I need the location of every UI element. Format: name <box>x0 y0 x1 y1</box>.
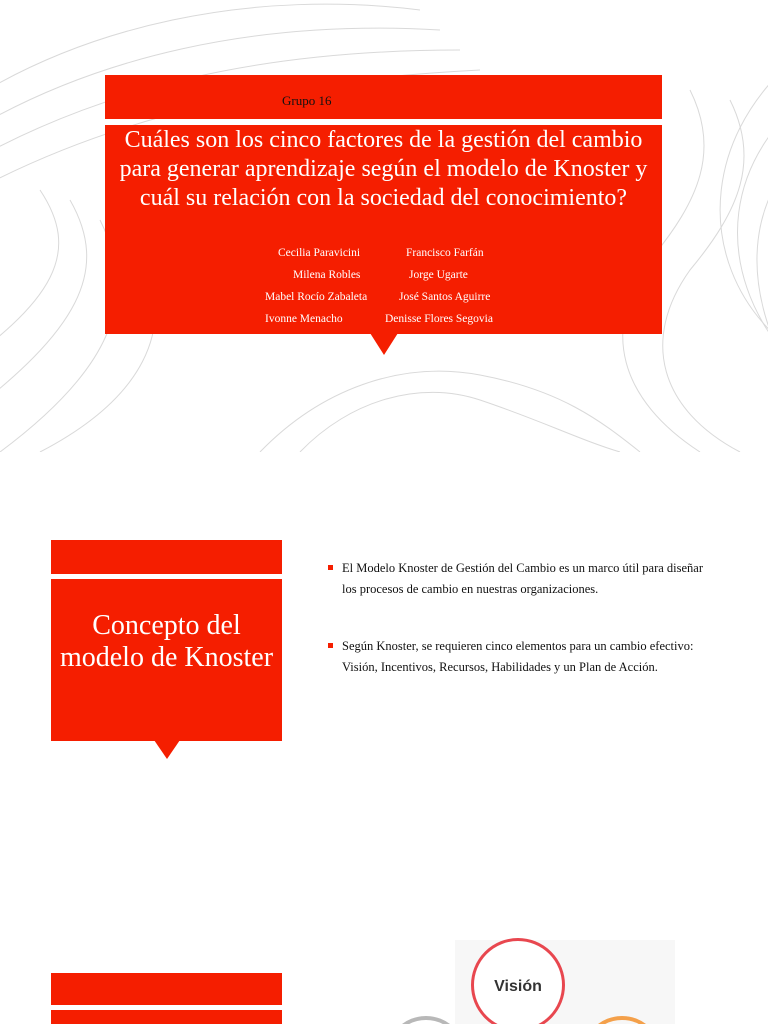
bullet-list <box>328 558 708 677</box>
slide-title-text: Cuáles son los cinco factores de la gestión del cambio para generar aprendizaje según el modelo de Knoster y cuál su relación con la sociedad del conocimiento? <box>119 127 648 211</box>
list-item <box>328 636 708 677</box>
group-label: Grupo 16 <box>282 93 332 108</box>
pointer-triangle <box>370 333 398 355</box>
author-name: Denisse Flores Segovia <box>385 313 493 325</box>
header-bar <box>105 75 662 119</box>
diagram-circle-gray <box>386 1016 466 1024</box>
author-name: Francisco Farfán <box>406 247 484 259</box>
slide-diagram <box>0 862 768 1024</box>
author-name: Cecilia Paravicini <box>278 247 361 259</box>
author-name: José Santos Aguirre <box>399 291 491 303</box>
pointer-triangle <box>154 740 180 759</box>
vision-label: Visión <box>494 978 542 995</box>
list-item <box>328 558 708 599</box>
square-bullet-icon <box>328 643 333 648</box>
header-bar <box>51 540 282 574</box>
slide-title <box>0 0 768 452</box>
author-name: Ivonne Menacho <box>265 313 343 325</box>
title-box <box>51 1010 282 1024</box>
author-name: Mabel Rocío Zabaleta <box>265 291 368 303</box>
author-name: Jorge Ugarte <box>409 269 468 281</box>
bullet-text: El Modelo Knoster de Gestión del Cambio es un marco útil para diseñar los procesos de cambio en nuestras organizaciones. <box>342 561 704 596</box>
slide-title-text: Concepto del modelo de Knoster <box>59 610 274 673</box>
header-bar <box>51 973 282 1005</box>
slide-concept <box>0 452 768 862</box>
author-name: Milena Robles <box>293 269 361 281</box>
square-bullet-icon <box>328 565 333 570</box>
bullet-text: Según Knoster, se requieren cinco elementos para un cambio efectivo: Visión, Incentivos, Recursos, Habilidades y un Plan de Acción. <box>342 639 694 674</box>
